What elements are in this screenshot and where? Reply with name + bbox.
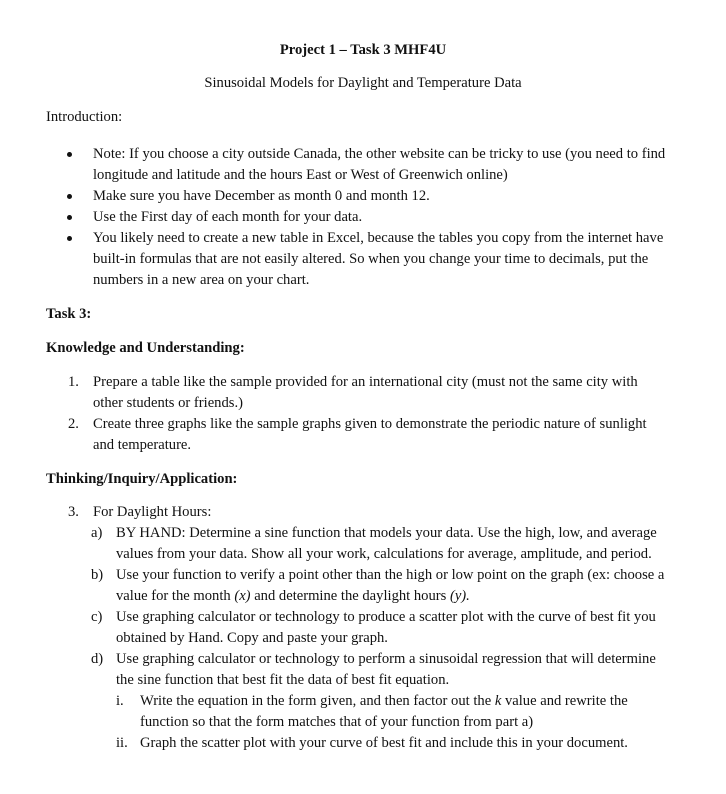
list-item: You likely need to create a new table in Excel, because the tables you copy from the internet have built-in formulas that are not easily altered. So when you change your time to decimals, put the numbers in a new area on your chart. [46,228,666,291]
variable-x: (x) [234,588,251,604]
list-item-text: and determine the daylight hours [250,588,450,604]
sub-list-item [46,565,666,607]
knowledge-list [46,372,666,456]
introduction-heading: Introduction: [46,109,123,125]
sub-list-item [46,607,666,649]
list-item-text: Use graphing calculator or technology to perform a sinusoidal regression that will determine the sine function that best fit the data of best fit equation. [116,651,656,688]
list-item-text: Use your function to verify a point other than the high or low point on the graph (ex: choose a value for the month [116,567,665,604]
sub-list-item [46,523,666,565]
list-marker: b) [91,567,104,583]
list-marker: i. [116,693,124,709]
list-marker: 3. [68,504,79,520]
list-marker: c) [91,609,103,625]
list-item-text: BY HAND: Determine a sine function that models your data. Use the high, low, and average values from your data. Show all your work, calculations for average, amplitude, and period. [116,525,657,562]
list-item [46,372,666,414]
list-item-text: Prepare a table like the sample provided for an international city (must not the same city with other students or friends.) [93,374,638,411]
list-item [46,502,666,523]
list-marker: ii. [116,735,128,751]
list-item-text: Graph the scatter plot with your curve of best fit and include this in your document. [140,735,628,751]
variable-y: (y). [449,588,470,604]
list-item-text: For Daylight Hours: [93,504,212,520]
list-item: Use the First day of each month for your data. [46,207,666,228]
list-marker: 2. [68,416,79,432]
sub-sub-list-item [46,691,666,733]
sub-list-item [46,649,666,691]
list-marker: d) [91,651,104,667]
list-item [46,414,666,456]
list-item: Note: If you choose a city outside Canada, the other website can be tricky to use (you need to find longitude and latitude and the hours East or West of Greenwich online) [46,144,666,186]
variable-k: k [494,693,502,709]
knowledge-heading: Knowledge and Understanding: [46,340,245,356]
list-marker: a) [91,525,103,541]
list-item-text: Use graphing calculator or technology to produce a scatter plot with the curve of best fit you obtained by Hand. Copy and paste your graph. [116,609,656,646]
thinking-list [46,502,666,754]
introduction-bullet-list [46,144,666,291]
list-item-text: value and rewrite the function so that the form matches that of your function from part a) [140,693,628,730]
list-item-text: Write the equation in the form given, and then factor out the [140,693,495,709]
list-item: Make sure you have December as month 0 and month 12. [46,186,666,207]
document-title: Project 1 – Task 3 MHF4U [279,42,447,58]
task-heading: Task 3: [46,306,92,322]
document-subtitle: Sinusoidal Models for Daylight and Temperature Data [204,75,522,91]
list-marker: 1. [68,374,79,390]
thinking-heading: Thinking/Inquiry/Application: [46,471,238,487]
list-item-text: Create three graphs like the sample graphs given to demonstrate the periodic nature of sunlight and temperature. [93,416,647,453]
sub-sub-list-item [46,733,666,754]
